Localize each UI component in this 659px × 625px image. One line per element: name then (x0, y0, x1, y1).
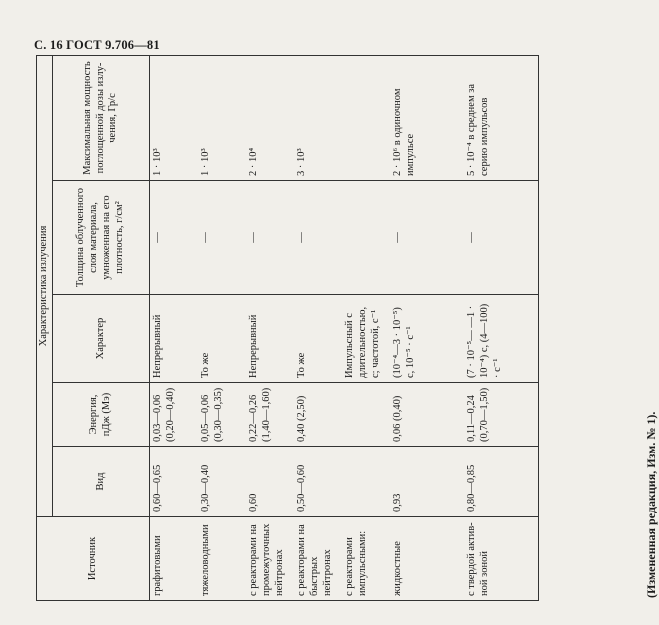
cell-energy: 0,06 (0,40) (390, 383, 464, 447)
cell-thickness: — (150, 181, 199, 295)
cell-power: 3 · 10³ (294, 56, 342, 181)
cell-energy: 0,22—0,26 (1,40—1,60) (246, 383, 294, 447)
col-header-energy: Энергия, пДж (Мэ) (53, 383, 150, 447)
table-row (198, 56, 246, 601)
cell-source: с реакторами импульсными: (342, 517, 390, 601)
cell-power: 5 · 10⁻⁴ в среднем за серию импульсов (464, 56, 539, 181)
cell-thickness: — (390, 181, 464, 295)
cell-thickness: — (198, 181, 246, 295)
cell-type: 0,93 (390, 447, 464, 517)
cell-type: 0,30—0,40 (198, 447, 246, 517)
cell-source: с реакторами на быстрых нейтронах (294, 517, 342, 601)
cell-type: 0,60—0,65 (150, 447, 199, 517)
table-row (246, 56, 294, 601)
cell-character: Импульсный с длительностью, с; частотой, с⁻¹ (342, 295, 390, 383)
rotated-table-area (36, 56, 658, 601)
cell-thickness: — (246, 181, 294, 295)
page-header: С. 16 ГОСТ 9.706—81 (34, 38, 160, 52)
col-header-thickness: Толщина облученного слоя материала, умноженная на его плотность, г/см² (53, 181, 150, 295)
cell-power: 1 · 10³ (198, 56, 246, 181)
cell-energy: 0,03—0,06 (0,20—0,40) (150, 383, 199, 447)
cell-energy (342, 383, 390, 447)
cell-energy: 0,11—0,24 (0,70—1,50) (464, 383, 539, 447)
table-row (150, 56, 199, 601)
radiation-sources-table (36, 55, 539, 601)
cell-source: графитовыми (150, 517, 199, 601)
table-row (464, 56, 539, 601)
col-header-character: Характер (53, 295, 150, 383)
cell-character: Непрерывный (246, 295, 294, 383)
cell-type: 0,60 (246, 447, 294, 517)
col-header-source: Источник (37, 517, 150, 601)
cell-thickness (342, 181, 390, 295)
col-header-power: Максимальная мощность поглощенной дозы излучения, Гр/с (53, 56, 150, 181)
cell-thickness: — (464, 181, 539, 295)
cell-source: жидкостные (390, 517, 464, 601)
cell-type: 0,80—0,85 (464, 447, 539, 517)
cell-character: (10⁻⁴—3 · 10⁻⁵) с, 10⁻⁵ · с⁻¹ (390, 295, 464, 383)
col-group-header: Характеристика излучения (37, 56, 53, 517)
cell-power: 1 · 10³ (150, 56, 199, 181)
cell-character: То же (294, 295, 342, 383)
cell-energy: 0,05—0,06 (0,30—0,35) (198, 383, 246, 447)
cell-character: Непрерывный (150, 295, 199, 383)
cell-type (342, 447, 390, 517)
cell-energy: 0,40 (2,50) (294, 383, 342, 447)
cell-power: 2 · 10⁶ в одиночном импульсе (390, 56, 464, 181)
amendment-footnote: (Измененная редакция, Изм. № 1). (644, 411, 658, 598)
cell-character: То же (198, 295, 246, 383)
table-row (294, 56, 342, 601)
cell-power (342, 56, 390, 181)
col-header-type: Вид (53, 447, 150, 517)
cell-thickness: — (294, 181, 342, 295)
cell-type: 0,50—0,60 (294, 447, 342, 517)
table-row (390, 56, 464, 601)
cell-character: (7 · 10⁻⁵— —1 · 10⁻⁴) с, (4—100) · с⁻¹ (464, 295, 539, 383)
table-row (342, 56, 390, 601)
cell-power: 2 · 10⁴ (246, 56, 294, 181)
cell-source: с реакторами на промежуточных нейтронах (246, 517, 294, 601)
cell-source: тяжеловодными (198, 517, 246, 601)
cell-source: с твердой активной зоной (464, 517, 539, 601)
